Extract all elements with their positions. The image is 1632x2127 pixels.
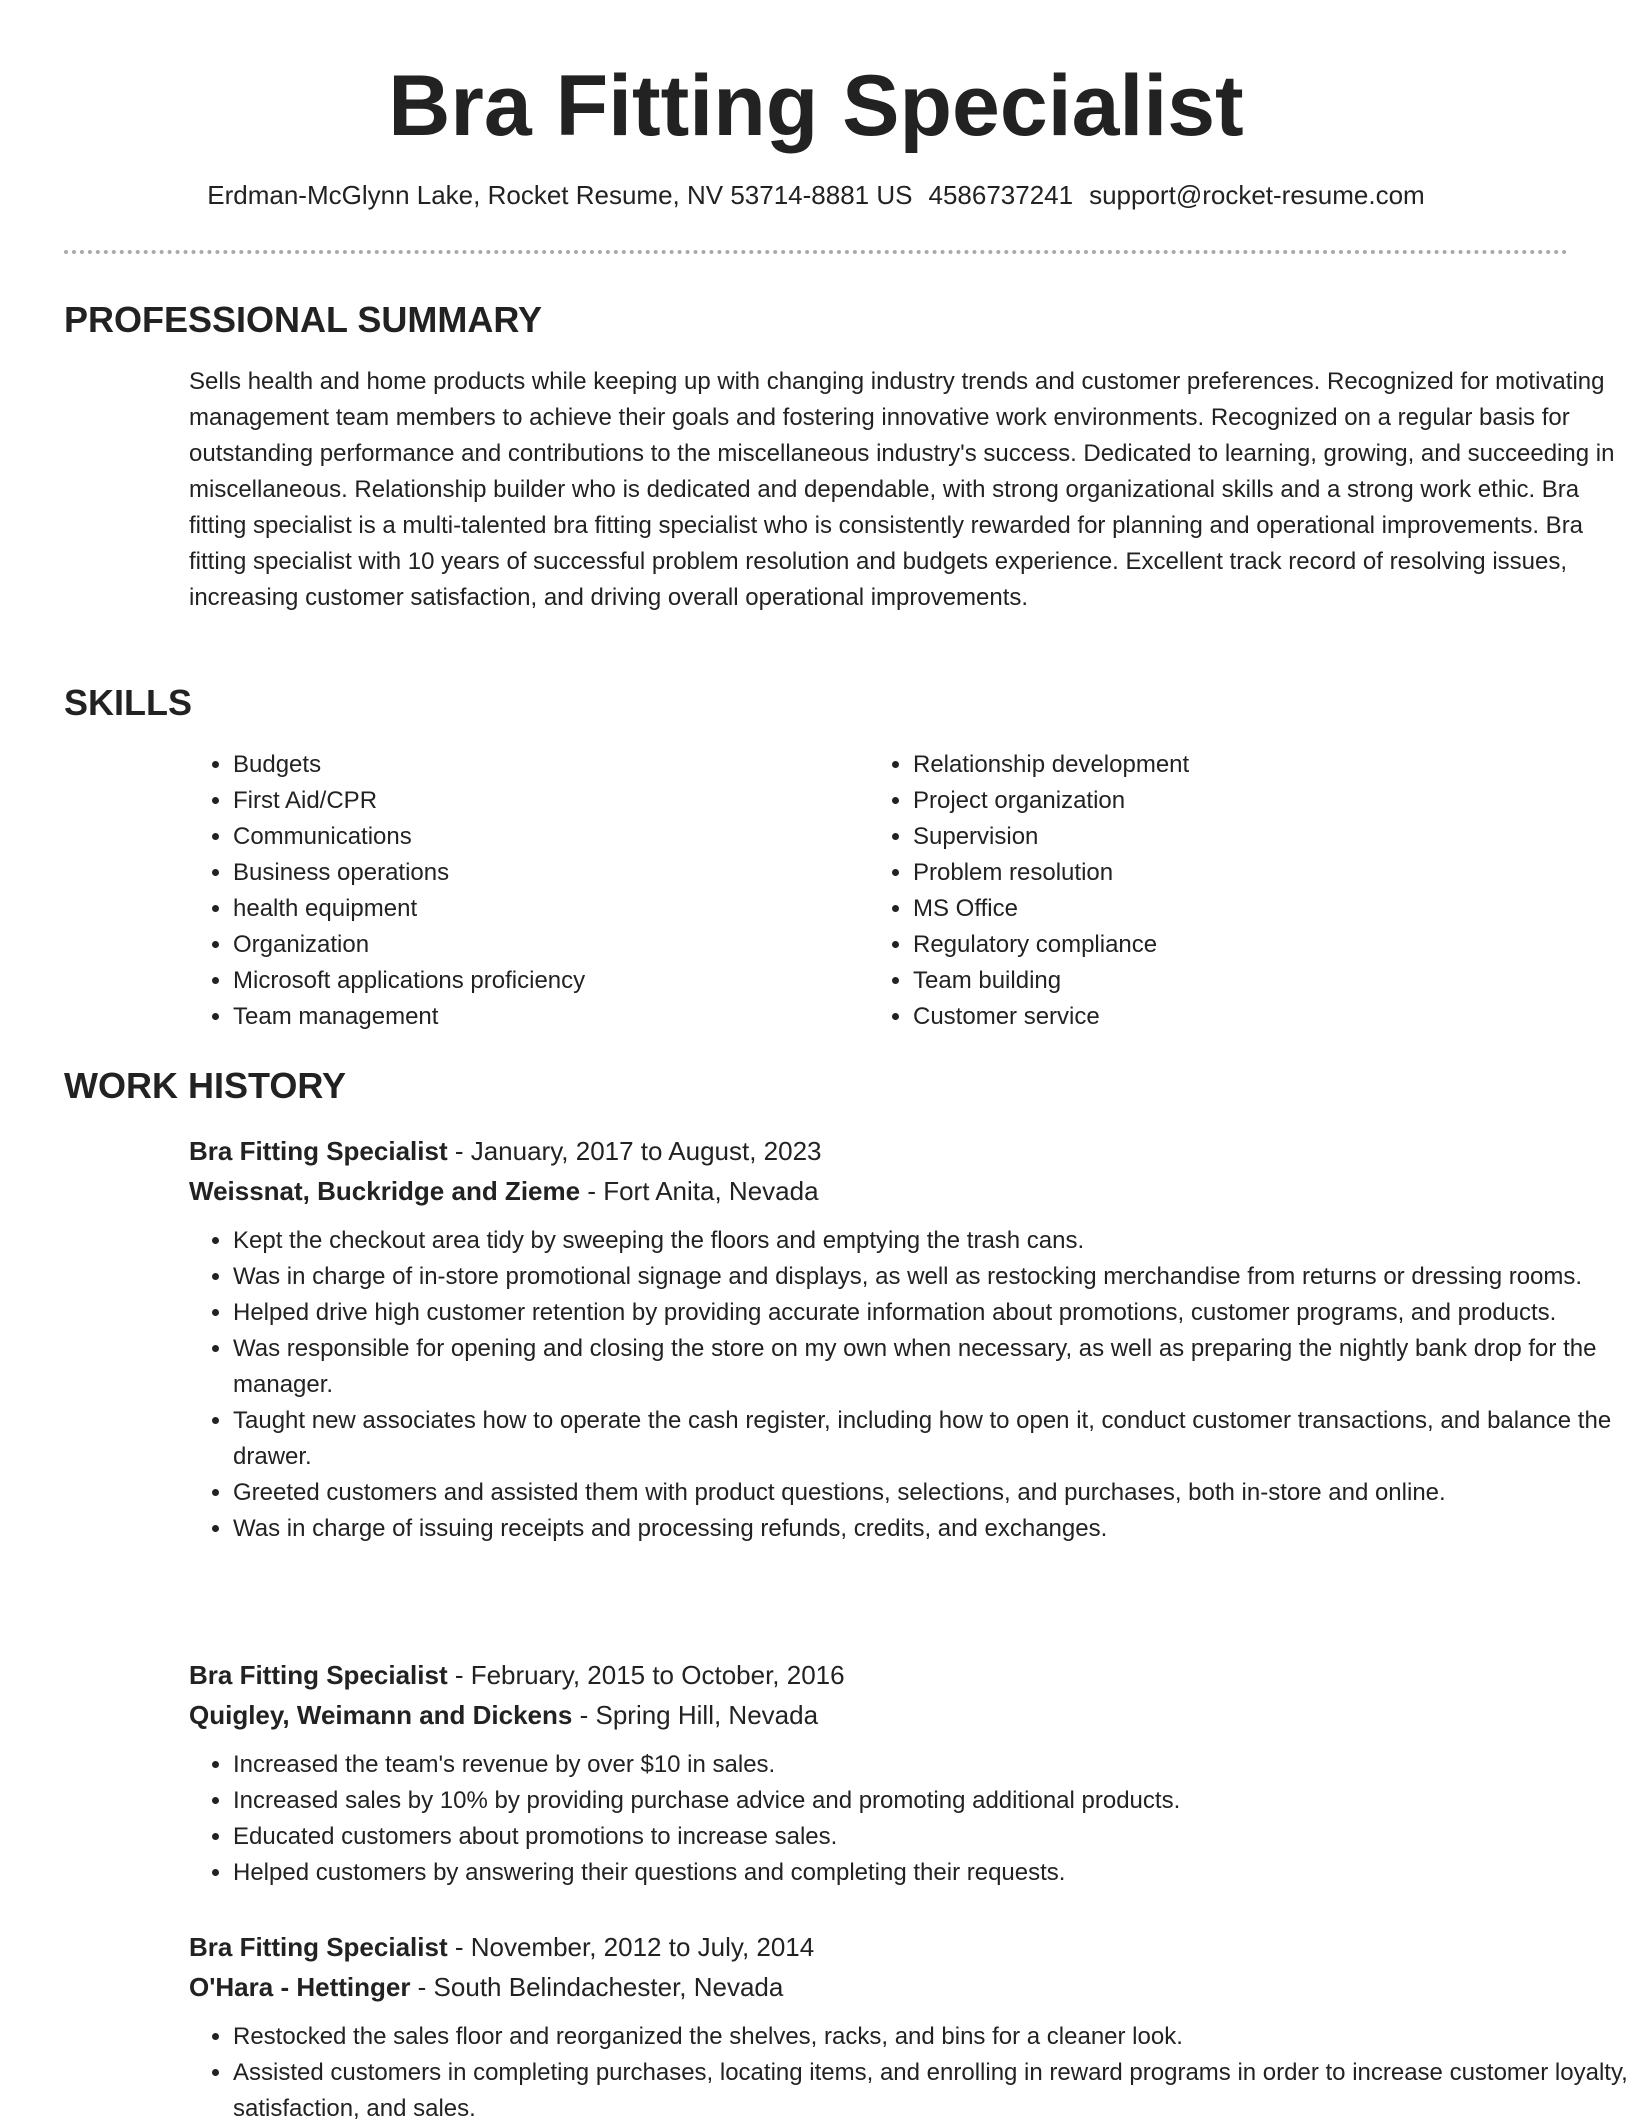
job-location: - Fort Anita, Nevada	[580, 1176, 819, 1206]
skill-item: • Relationship development	[913, 747, 1549, 783]
job-dates: - February, 2015 to October, 2016	[447, 1660, 845, 1690]
resume-page	[64, 0, 1628, 2122]
skills-list-left	[189, 747, 869, 1035]
work-history-heading: WORK HISTORY	[64, 1065, 347, 1106]
job-bullets	[189, 1223, 1629, 1547]
skill-item: • Communications	[233, 819, 869, 855]
skills-list-right	[869, 747, 1549, 1035]
job-bullet: • Taught new associates how to operate the cash register, including how to open it, conduct customer transactions, and balance the drawer.	[233, 1403, 1629, 1475]
job-bullet: • Increased the team's revenue by over $10 in sales.	[233, 1747, 1629, 1783]
job-dates: - January, 2017 to August, 2023	[447, 1136, 822, 1166]
skill-item: • health equipment	[233, 891, 869, 927]
job-company: O'Hara - Hettinger	[189, 1972, 411, 2002]
skills-heading: SKILLS	[64, 682, 193, 723]
job-company-line	[189, 1967, 1629, 2007]
job-title: Bra Fitting Specialist	[189, 1136, 448, 1166]
job-bullets	[189, 1747, 1629, 1891]
skills-column-left	[189, 747, 869, 1035]
job-company-line	[189, 1171, 1629, 1211]
skill-item: • Regulatory compliance	[913, 927, 1549, 963]
job-title: Bra Fitting Specialist	[189, 1932, 448, 1962]
skill-item: • Organization	[233, 927, 869, 963]
job-bullet: • Kept the checkout area tidy by sweeping the floors and emptying the trash cans.	[233, 1223, 1629, 1259]
skill-item: • Team building	[913, 963, 1549, 999]
skill-item: • Business operations	[233, 855, 869, 891]
header-divider	[64, 250, 1568, 254]
job-title-line	[189, 1927, 1629, 1967]
job-company: Weissnat, Buckridge and Zieme	[189, 1176, 581, 1206]
job-company: Quigley, Weimann and Dickens	[189, 1700, 573, 1730]
resume-name: Bra Fitting Specialist	[388, 58, 1244, 154]
job-bullet: • Assisted customers in completing purchases, locating items, and enrolling in reward programs in order to increase customer loyalty, satisfaction, and sales.	[233, 2055, 1629, 2127]
skill-item: • Customer service	[913, 999, 1549, 1035]
job-bullet: • Increased sales by 10% by providing purchase advice and promoting additional products.	[233, 1783, 1629, 1819]
job-bullet: • Restocked the sales floor and reorganized the shelves, racks, and bins for a cleaner look.	[233, 2019, 1629, 2055]
summary-heading: PROFESSIONAL SUMMARY	[64, 299, 543, 340]
contact-email: support@rocket-resume.com	[1089, 180, 1425, 210]
job-entry	[189, 1131, 1629, 1547]
job-bullet: • Was responsible for opening and closing the store on my own when necessary, as well as preparing the nightly bank drop for the manager.	[233, 1331, 1629, 1403]
contact-phone: 4586737241	[928, 180, 1074, 210]
skill-item: • Microsoft applications proficiency	[233, 963, 869, 999]
job-location: - Spring Hill, Nevada	[572, 1700, 819, 1730]
job-bullet: • Greeted customers and assisted them with product questions, selections, and purchases, both in-store and online.	[233, 1475, 1629, 1511]
job-entry	[189, 1655, 1629, 1891]
skill-item: • MS Office	[913, 891, 1549, 927]
skill-item: • Budgets	[233, 747, 869, 783]
job-bullet: • Was in charge of issuing receipts and processing refunds, credits, and exchanges.	[233, 1511, 1629, 1547]
summary-text: Sells health and home products while keeping up with changing industry trends and customer preferences. Recognized for motivating management team members to achieve their goals and fostering innovative work environments. Recognized on a regular basis for outstanding performance and contributions to the miscellaneous industry's success. Dedicated to learning, growing, and succeeding in miscellaneous. Relationship builder who is dedicated and dependable, with strong organizational skills and a strong work ethic. Bra fitting specialist is a multi-talented bra fitting specialist who is consistently rewarded for planning and operational improvements. Bra fitting specialist with 10 years of successful problem resolution and budgets experience. Excellent track record of resolving issues, increasing customer satisfaction, and driving overall operational improvements.	[189, 368, 1615, 611]
job-location: - South Belindachester, Nevada	[410, 1972, 784, 2002]
job-title-line	[189, 1655, 1629, 1695]
job-entry	[189, 1927, 1629, 2127]
skill-item: • Team management	[233, 999, 869, 1035]
skill-item: • Problem resolution	[913, 855, 1549, 891]
job-title-line	[189, 1131, 1629, 1171]
job-bullets	[189, 2019, 1629, 2127]
job-dates: - November, 2012 to July, 2014	[447, 1932, 815, 1962]
contact-line	[64, 178, 1568, 212]
skill-item: • Project organization	[913, 783, 1549, 819]
skills-column-right	[869, 747, 1549, 1035]
job-bullet: • Helped drive high customer retention by providing accurate information about promotions, customer programs, and products.	[233, 1295, 1629, 1331]
skill-item: • Supervision	[913, 819, 1549, 855]
job-bullet: • Was in charge of in-store promotional signage and displays, as well as restocking merchandise from returns or dressing rooms.	[233, 1259, 1629, 1295]
contact-address: Erdman-McGlynn Lake, Rocket Resume, NV 53714-8881 US	[207, 180, 913, 210]
job-title: Bra Fitting Specialist	[189, 1660, 448, 1690]
job-company-line	[189, 1695, 1629, 1735]
skill-item: • First Aid/CPR	[233, 783, 869, 819]
job-bullet: • Helped customers by answering their questions and completing their requests.	[233, 1855, 1629, 1891]
job-bullet: • Educated customers about promotions to increase sales.	[233, 1819, 1629, 1855]
